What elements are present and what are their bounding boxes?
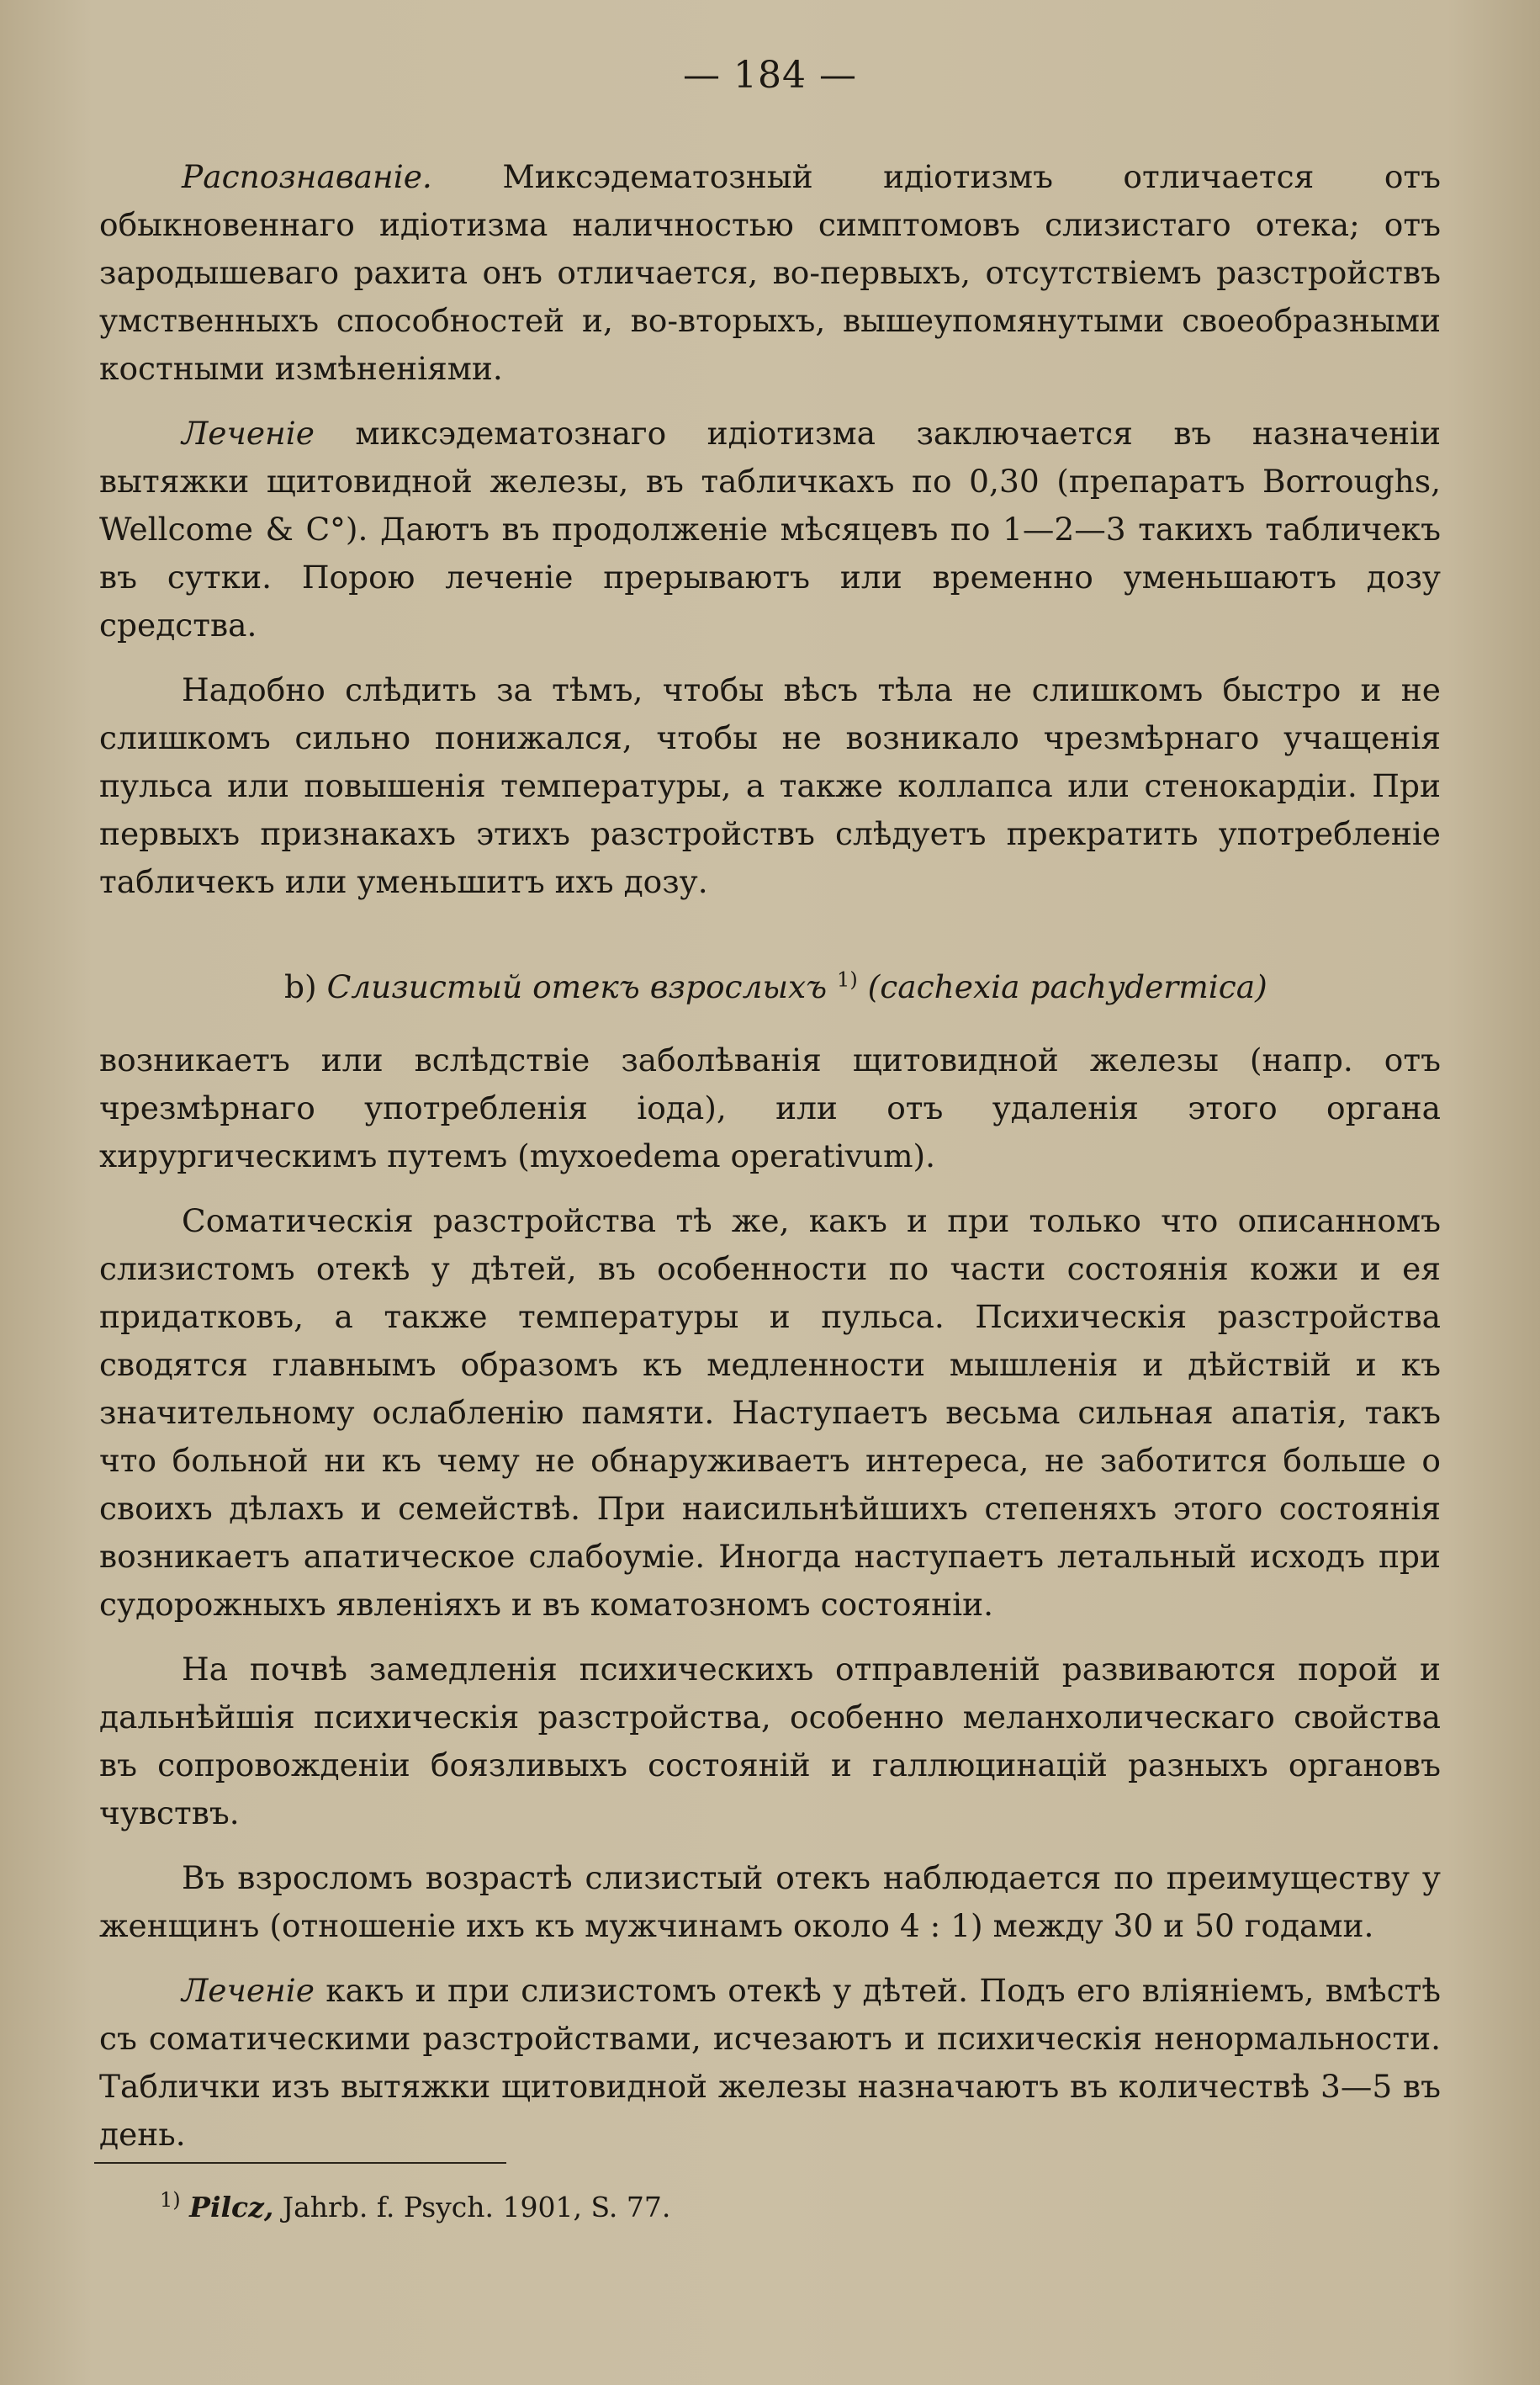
- subheading-prefix: b): [284, 968, 317, 1005]
- paragraph-text: Надобно слѣдить за тѣмъ, чтобы вѣсъ тѣла не слишкомъ быстро и не слишкомъ сильно понижался, чтобы не возникало чрезмѣрнаго учащенiя пульса или повышенiя температуры, а также коллапса или стенокардiи. При первыхъ признакахъ этихъ разстройствъ слѣдуетъ прекратить употребленiе табличекъ или уменьшитъ ихъ дозу.: [99, 671, 1441, 900]
- paragraph-text: Въ взросломъ возрастѣ слизистый отекъ наблюдается по преимуществу у женщинъ (отношенiе ихъ къ мужчинамъ около 4 : 1) между 30 и 50 годами.: [99, 1859, 1441, 1944]
- paragraph-text: Миксэдематозный идiотизмъ отличается отъ обыкновеннаго идiотизма наличностью симптомовъ слизистаго отека; отъ зародышеваго рахита онъ отличается, во-первыхъ, отсутствiемъ разстройствъ умственныхъ способностей и, во-вторыхъ, вышеупомянутыми своеобразными костными измѣненiями.: [99, 158, 1441, 387]
- paragraph-text: На почвѣ замедленiя психическихъ отправленiй развиваются порой и дальнѣйшiя психическiя разстройства, особенно меланхолическаго свойства въ сопровожденiи боязливыхъ состоянiй и галлюцинацiй разныхъ органовъ чувствъ.: [99, 1651, 1441, 1831]
- paragraph-text: Соматическiя разстройства тѣ же, какъ и при только что описанномъ слизистомъ отекѣ у дѣтей, въ особенности по части состоянiя кожи и ея придатковъ, а также температуры и пульса. Психическiя разстройства сводятся главнымъ образомъ къ медленности мышленiя и дѣйствiй и къ значительному ослабленiю памяти. Наступаетъ весьма сильная апатiя, такъ что больной ни къ чему не обнаруживаетъ интереса, не заботится больше о своихъ дѣлахъ и семействѣ. При наисильнѣйшихъ степеняхъ этого состоянiя возникаетъ апатическое слабоумiе. Иногда наступаетъ летальный исходъ при судорожныхъ явленiяхъ и въ коматозномъ состоянiи.: [99, 1202, 1441, 1623]
- footnote-divider: [94, 2162, 506, 2164]
- paragraph-adult-treatment: [99, 1967, 1441, 2159]
- paragraph-text: миксэдематознаго идiотизма заключается въ назначенiи вытяжки щитовидной железы, въ табличкахъ по 0,30 (препаратъ Borroughs, Wellcome & C°). Даютъ въ продолженiе мѣсяцевъ по 1—2—3 такихъ табличекъ въ сутки. Порою леченiе прерываютъ или временно уменьшаютъ дозу средства.: [99, 415, 1441, 644]
- paragraph-epidemiology: [99, 1854, 1441, 1950]
- page-number: — 184 —: [683, 54, 857, 97]
- paragraph-lead: Распознаванiе.: [182, 158, 432, 195]
- paragraph-diagnosis: [99, 153, 1441, 393]
- footnote-mark: 1): [160, 2188, 181, 2212]
- paragraph-origin: [99, 1036, 1441, 1180]
- paragraph-monitoring: [99, 666, 1441, 906]
- paragraph-text: какъ и при слизистомъ отекѣ у дѣтей. Подъ его влiянiемъ, вмѣстѣ съ соматическими разстройствами, исчезаютъ и психическiя ненормальности. Таблички изъ вытяжки щитовидной железы назначаютъ въ количествѣ 3—5 въ день.: [99, 1972, 1441, 2153]
- paragraph-text: возникаетъ или вслѣдствiе заболѣванiя щитовидной железы (напр. отъ чрезмѣрнаго употребленiя iода), или отъ удаленiя этого органа хирургическимъ путемъ (myxoedema operativum).: [99, 1041, 1441, 1174]
- footnote-reference: 1): [837, 967, 858, 992]
- subheading-latin: (cachexia pachydermica): [867, 968, 1267, 1005]
- paragraph-further-disorders: [99, 1646, 1441, 1837]
- paragraph-symptoms: [99, 1197, 1441, 1629]
- footnote: [160, 2187, 670, 2228]
- paragraph-lead: Леченiе: [182, 1972, 315, 2009]
- footnote-source: Jahrb. f. Psych. 1901, S. 77.: [273, 2191, 671, 2223]
- section-subheading: [99, 963, 1441, 1011]
- footnote-author: Pilcz,: [189, 2191, 274, 2223]
- subheading-title: Слизистый отекъ взрослыхъ: [326, 968, 828, 1005]
- paragraph-lead: Леченiе: [182, 415, 315, 452]
- paragraph-treatment: [99, 410, 1441, 649]
